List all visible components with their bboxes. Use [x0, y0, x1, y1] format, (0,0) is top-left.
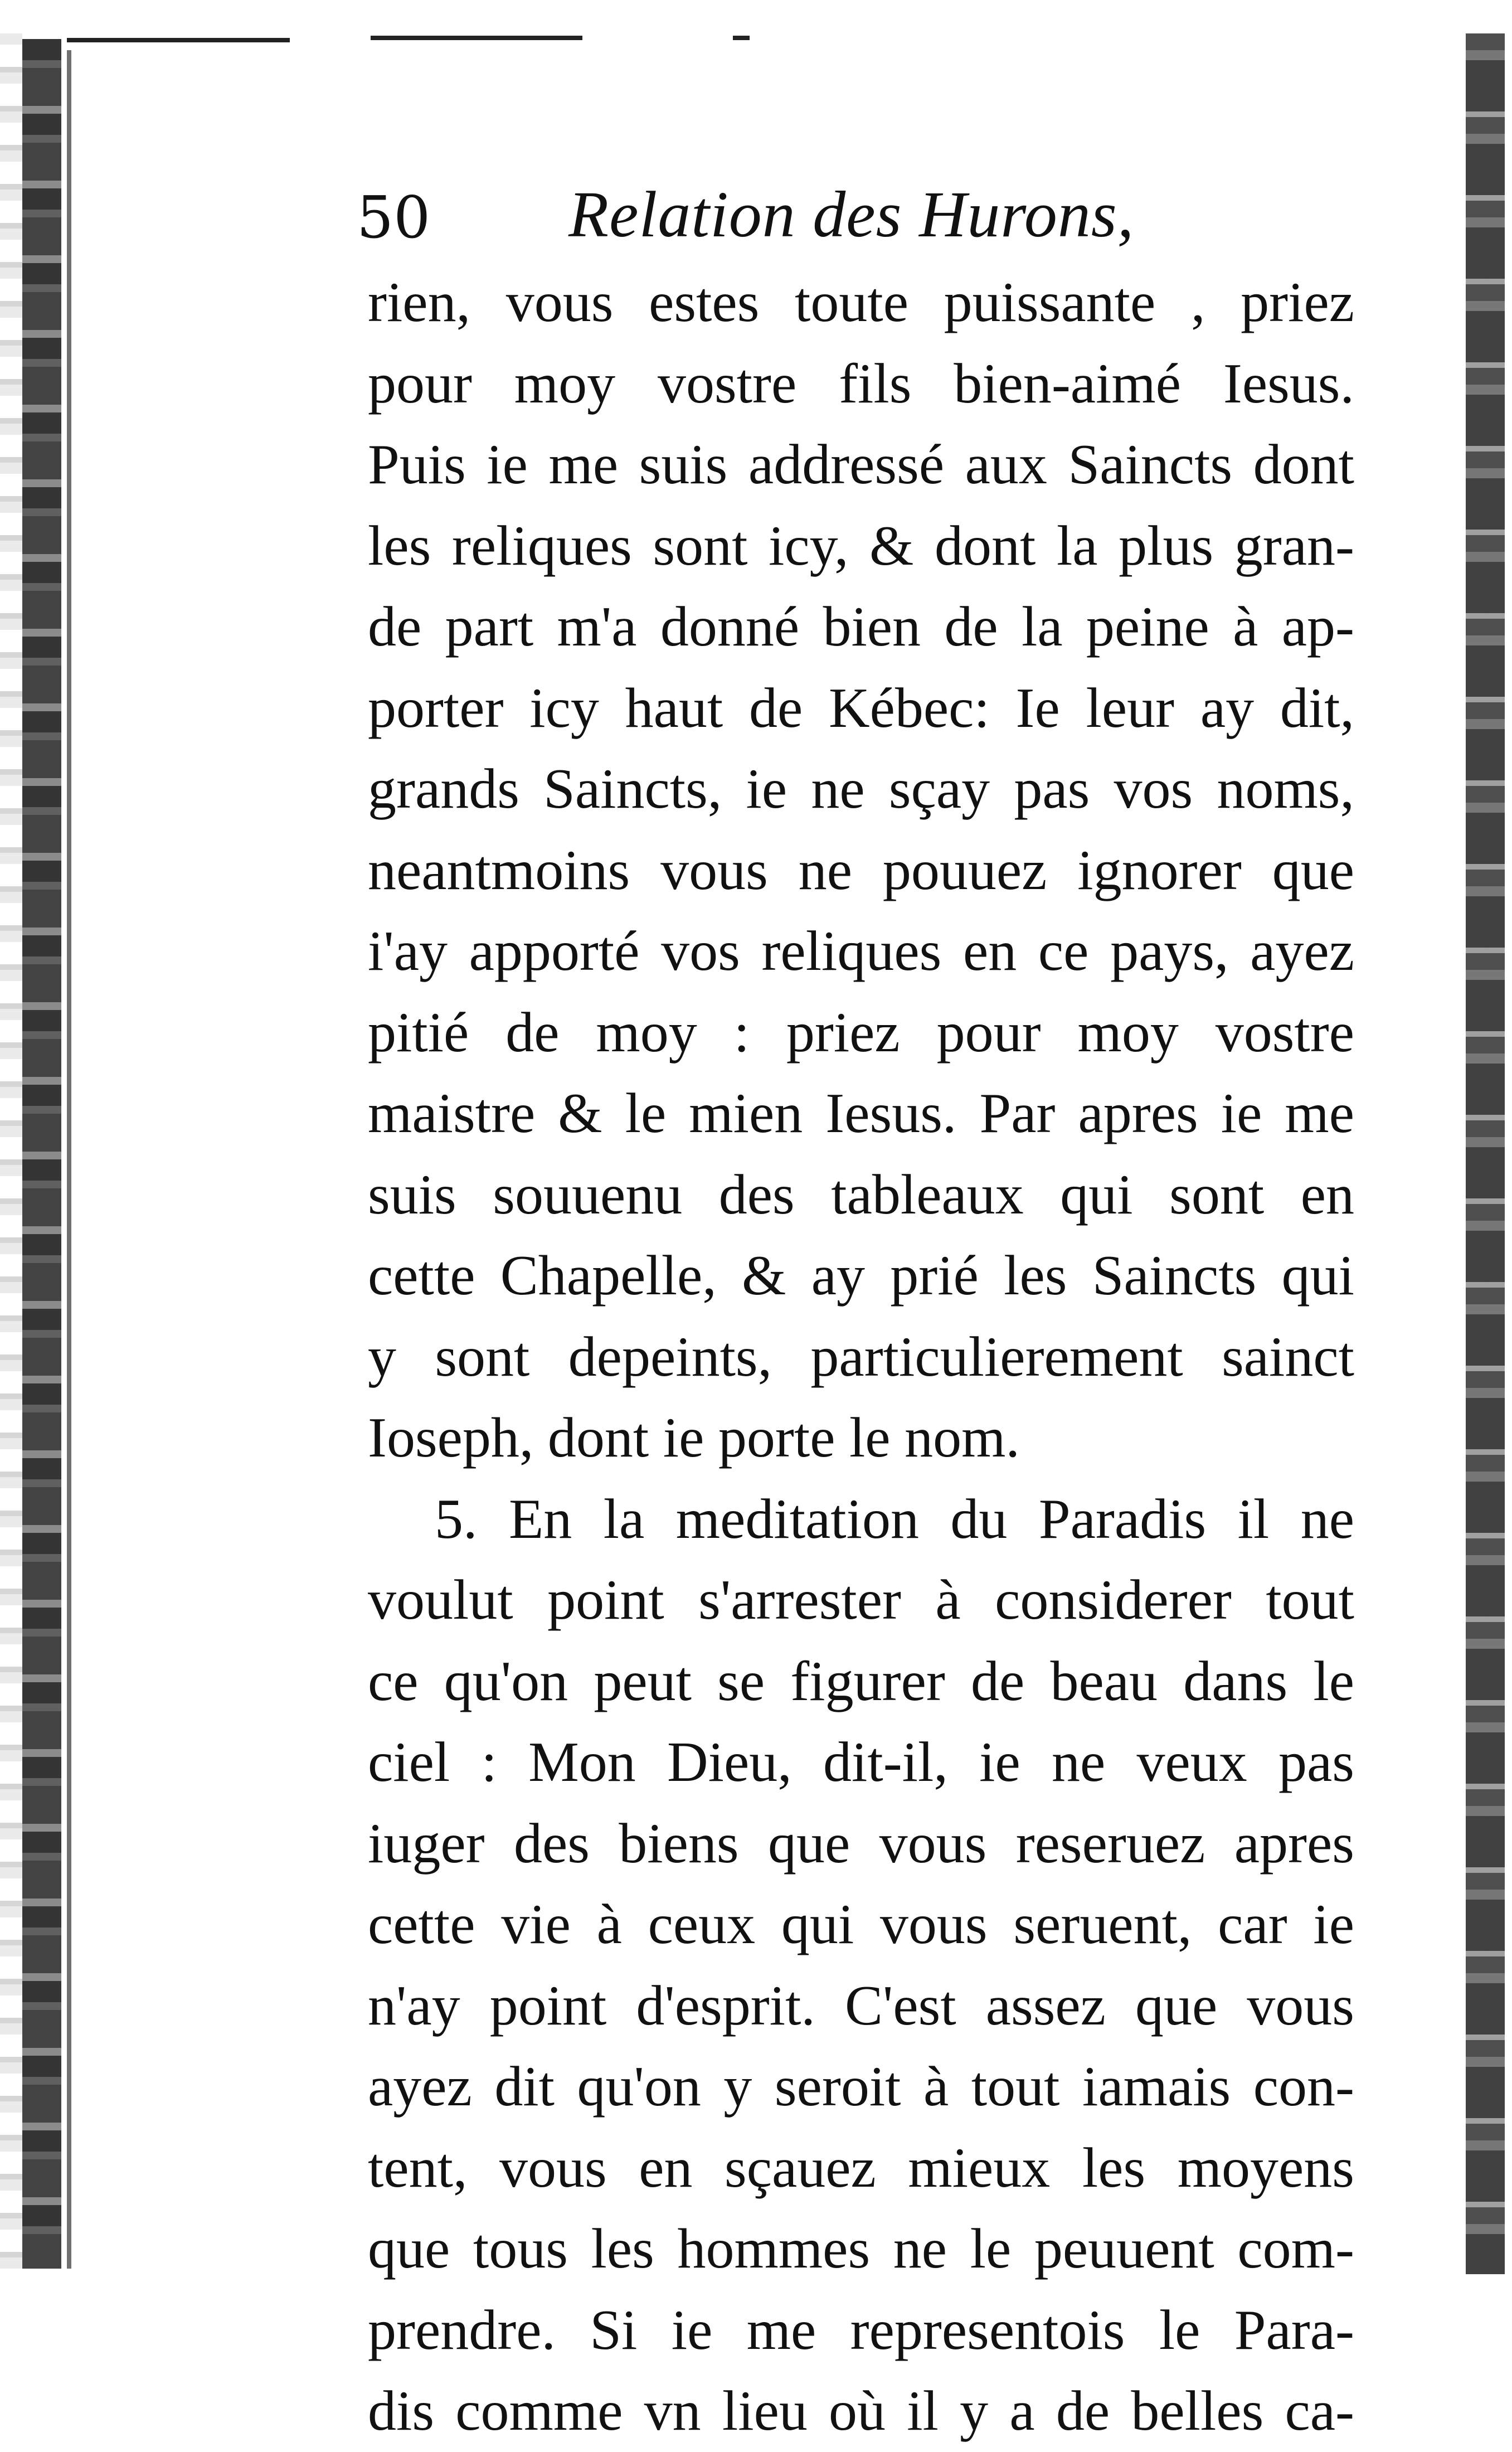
text-line: porter icy haut de Kébec: Ie leur ay dit,: [368, 676, 1354, 740]
text-line: grands Saincts, ie ne sçay pas vos noms,: [368, 758, 1354, 820]
page-frame-line: [67, 50, 71, 2269]
text-line: maistre & le mien Iesus. Par apres ie me: [368, 1082, 1354, 1145]
text-line: i'ay apporté vos reliques en ce pays, ayez: [368, 920, 1354, 983]
page-number: 50: [357, 183, 431, 251]
text-line: rien, vous estes toute puissante , priez: [368, 271, 1354, 334]
text-line: Puis ie me suis addressé aux Saincts dont: [368, 433, 1354, 496]
binding-shadow-left: [0, 33, 22, 2274]
text-line: iuger des biens que vous reseruez apres: [368, 1812, 1354, 1875]
text-line: cette vie à ceux qui vous seruent, car ie: [368, 1893, 1354, 1956]
text-line: tent, vous en sçauez mieux les moyens: [368, 2136, 1354, 2199]
text-line: suis souuenu des tableaux qui sont en: [368, 1163, 1354, 1226]
scan-edge-right: [1466, 33, 1505, 2274]
body-text: [368, 262, 1354, 2452]
text-line: ciel : Mon Dieu, dit-il, ie ne veux pas: [368, 1731, 1354, 1794]
text-line: pour moy vostre fils bien-aimé Iesus.: [368, 352, 1354, 415]
text-line: neantmoins vous ne pouuez ignorer que: [368, 838, 1354, 902]
top-rule: [371, 36, 582, 40]
paragraph-start-line: 5. En la meditation du Paradis il ne: [435, 1487, 1354, 1551]
paragraph-end-line: Ioseph, dont ie porte le nom.: [368, 1406, 1020, 1469]
text-line: ayez dit qu'on y seroit à tout iamais con-: [368, 2055, 1354, 2118]
top-rule: [733, 36, 750, 40]
top-rule: [67, 38, 290, 42]
text-line: voulut point s'arrester à considerer tout: [368, 1569, 1354, 1632]
text-line: cette Chapelle, & ay prié les Saincts qui: [368, 1244, 1354, 1307]
text-line: y sont depeints, particulierement sainct: [368, 1325, 1354, 1388]
running-title: Relation des Hurons,: [568, 178, 1135, 251]
text-line: de part m'a donné bien de la peine à ap-: [368, 595, 1354, 658]
text-line: pitié de moy : priez pour moy vostre: [368, 1001, 1354, 1064]
text-line: dis comme vn lieu où il y a de belles ca-: [368, 2380, 1354, 2443]
text-line: n'ay point d'esprit. C'est assez que vous: [368, 1974, 1354, 2037]
text-line: prendre. Si ie me representois le Para-: [368, 2298, 1354, 2362]
scan-edge-left: [22, 39, 61, 2269]
text-line: ce qu'on peut se figurer de beau dans le: [368, 1649, 1354, 1713]
running-head: [357, 167, 1338, 262]
text-line: que tous les hommes ne le peuuent com-: [368, 2217, 1354, 2280]
text-line: les reliques sont icy, & dont la plus gran-: [368, 514, 1354, 577]
